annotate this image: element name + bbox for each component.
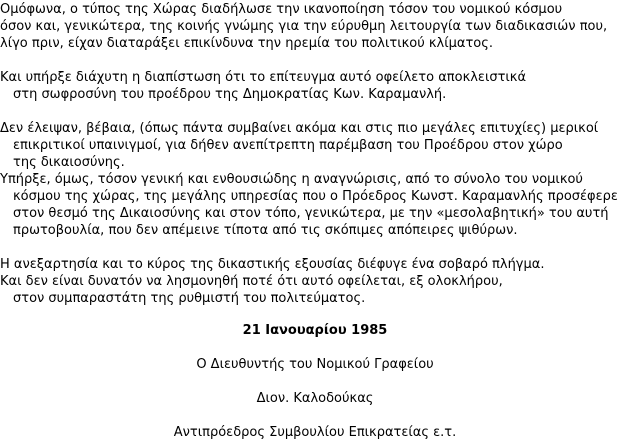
- paragraph-1-line-1: Ομόφωνα, ο τύπος της Χώρας διαδήλωσε την ικανοποίηση τόσον του νομικού κόσμου: [0, 2, 563, 17]
- document-date: 21 Ιανουαρίου 1985: [242, 323, 388, 338]
- paragraph-4-line-2: κόσμου της χώρας, της μεγάλης υπηρεσίας που ο Πρόεδρος Κωνστ. Καραμανλής προσέφερε: [13, 189, 618, 204]
- paragraph-3-line-1: Δεν έλειψαν, βέβαια, (όπως πάντα συμβαίνει ακόμα και στις πιο μεγάλες επιτυχίες) μερικοί: [0, 121, 599, 136]
- paragraph-5-line-3: στον συμπαραστάτη της ρυθμιστή του πολιτεύματος.: [13, 291, 366, 306]
- signature-role: Αντιπρόεδρος Συμβουλίου Επικρατείας ε.τ.: [173, 425, 457, 440]
- paragraph-5-line-2: Και δεν είναι δυνατόν να λησμονηθή ποτέ ότι αυτό οφείλεται, εξ ολοκλήρου,: [0, 274, 503, 289]
- paragraph-3-line-2: επικριτικοί υπαινιγμοί, για δήθεν ανεπίτρεπτη παρέμβαση του Προέδρου στον χώρο: [13, 138, 563, 153]
- paragraph-2-line-1: Και υπήρξε διάχυτη η διαπίστωση ότι το επίτευγμα αυτό οφείλετο αποκλειστικά: [0, 70, 527, 85]
- paragraph-3-line-3: της δικαιοσύνης.: [13, 155, 125, 170]
- paragraph-1-line-2: όσον και, γενικώτερα, της κοινής γνώμης για την εύρυθμη λειτουργία των διαδικασιών που,: [0, 19, 608, 34]
- paragraph-1-line-3: λίγο πριν, είχαν διαταράξει επικίνδυνα την ηρεμία του πολιτικού κλίματος.: [0, 36, 494, 51]
- paragraph-5-line-1: Η ανεξαρτησία και το κύρος της δικαστικής εξουσίας διέφυγε ένα σοβαρό πλήγμα.: [0, 257, 545, 272]
- signature-title: Ο Διευθυντής του Νομικού Γραφείου: [196, 357, 434, 372]
- paragraph-4-line-4: πρωτοβουλία, που δεν απέμεινε τίποτα από τις σκόπιμες απόπειρες ψιθύρων.: [13, 223, 518, 238]
- paragraph-2-line-2: στη σωφροσύνη του προέδρου της Δημοκρατίας Κων. Καραμανλή.: [13, 87, 447, 102]
- paragraph-4-line-1: Υπήρξε, όμως, τόσον γενική και ενθουσιώδης η αναγνώρισις, από το σύνολο του νομικού: [0, 172, 583, 187]
- signature-name: Διον. Καλοδούκας: [256, 391, 374, 406]
- paragraph-4-line-3: στον θεσμό της Δικαιοσύνης και στον τόπο, γενικώτερα, με την «μεσολαβητική» του αυτή: [13, 206, 609, 221]
